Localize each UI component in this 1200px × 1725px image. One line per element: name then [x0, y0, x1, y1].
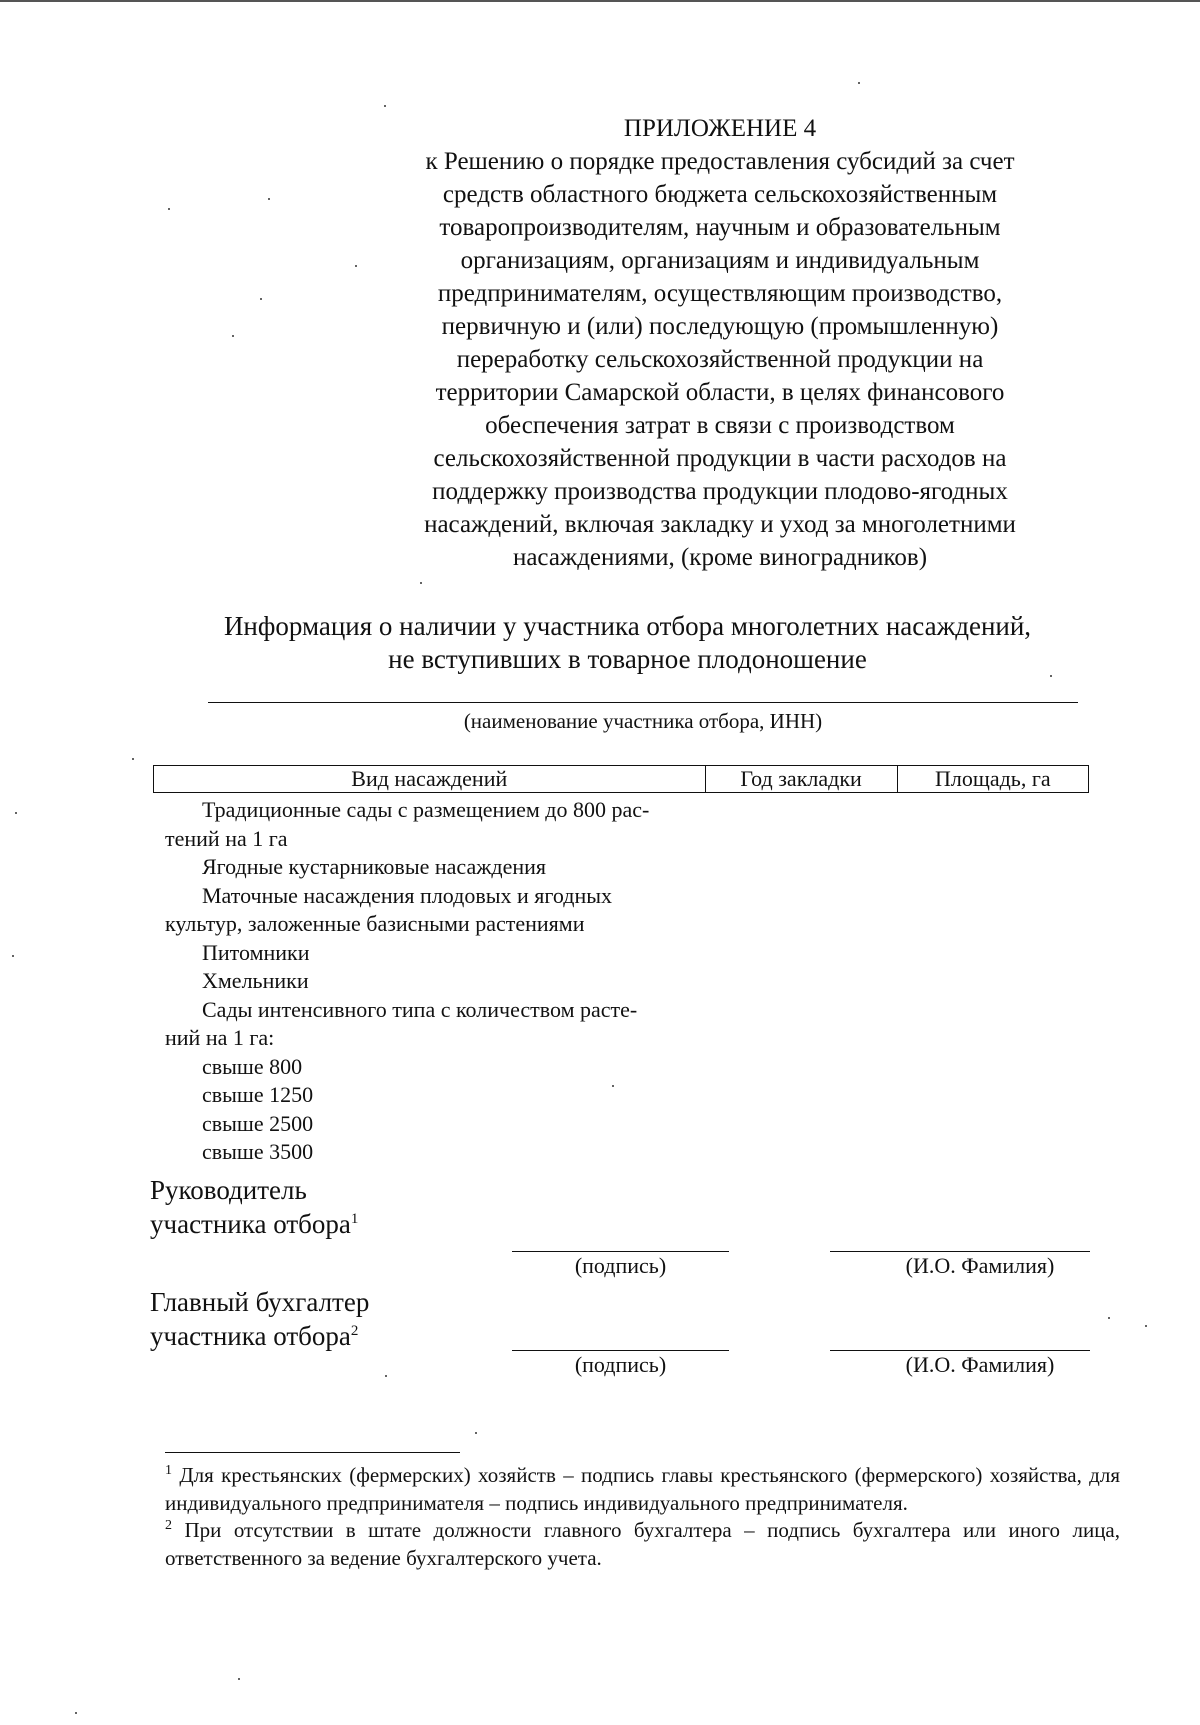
scan-speck — [268, 198, 270, 200]
accountant-signature-label — [150, 1285, 369, 1353]
table-row: Сады интенсивного типа с количеством расте- — [202, 996, 638, 1022]
scan-speck — [1145, 1325, 1147, 1327]
appendix-line: товаропроизводителям, научным и образовательным — [439, 214, 1001, 241]
plantings-table — [153, 765, 1089, 793]
table-row: Маточные насаждения плодовых и ягодных — [202, 882, 613, 908]
scan-speck — [232, 335, 234, 337]
footnote-2 — [165, 1517, 1120, 1572]
appendix-header — [375, 112, 1065, 574]
head-signature-label — [150, 1173, 358, 1241]
scan-speck — [260, 298, 262, 300]
footnote-1 — [165, 1462, 1120, 1517]
appendix-line: насаждениями, (кроме виноградников) — [512, 544, 928, 571]
head-signature-caption: (подпись) — [574, 1253, 667, 1278]
appendix-line: к Решению о порядке предоставления субсидий за счет — [425, 148, 1015, 175]
accountant-subtitle-text: участника отбора — [150, 1321, 351, 1351]
head-subtitle — [150, 1207, 358, 1241]
footnote-text: При отсутствии в штате должности главного бухгалтера – подпись бухгалтера или иного лица, ответственного за ведение бухгалтерского учета. — [165, 1518, 1121, 1570]
scan-speck — [475, 1432, 477, 1434]
scan-speck — [1108, 1317, 1110, 1319]
appendix-line: насаждений, включая закладку и уход за многолетними — [424, 511, 1016, 538]
appendix-title: ПРИЛОЖЕНИЕ 4 — [623, 115, 817, 142]
appendix-line: территории Самарской области, в целях финансового — [435, 379, 1005, 406]
accountant-name-caption: (И.О. Фамилия) — [905, 1352, 1055, 1377]
scan-speck — [385, 1375, 387, 1377]
table-row: ний на 1 га: — [165, 1025, 275, 1050]
footnote-text: Для крестьянских (фермерских) хозяйств – подпись главы крестьянского (фермерского) хозяйства, для индивидуального предпринимателя – подпись индивидуального предпринимателя. — [165, 1463, 1121, 1515]
accountant-signature-caption: (подпись) — [574, 1352, 667, 1377]
column-header-type: Вид насаждений — [154, 766, 706, 793]
table-row: свыше 800 — [202, 1053, 303, 1079]
table-row: Ягодные кустарниковые насаждения — [202, 854, 547, 879]
appendix-line: предпринимателям, осуществляющим производство, — [437, 280, 1003, 307]
document-title-line: не вступивших в товарное плодоношение — [388, 644, 867, 674]
table-row: свыше 2500 — [202, 1110, 314, 1136]
scan-speck — [75, 1712, 77, 1714]
accountant-title: Главный бухгалтер — [150, 1287, 370, 1317]
appendix-line: организациям, организациям и индивидуальным — [460, 247, 980, 274]
accountant-subtitle — [150, 1319, 369, 1353]
table-row: культур, заложенные базисными растениями — [165, 911, 585, 936]
appendix-line: средств областного бюджета сельскохозяйственным — [442, 181, 998, 208]
table-row: Хмельники — [202, 968, 309, 993]
footnote-separator — [165, 1452, 460, 1453]
document-title — [160, 610, 1095, 676]
participant-name-caption: (наименование участника отбора, ИНН) — [463, 709, 823, 733]
plantings-list — [165, 796, 710, 1167]
scan-speck — [384, 105, 386, 107]
footnote-ref: 1 — [350, 1211, 359, 1227]
table-row: свыше 3500 — [202, 1139, 314, 1164]
footnote-mark: 2 — [165, 1518, 172, 1533]
table-row: Традиционные сады с размещением до 800 рас- — [202, 797, 650, 822]
column-header-year: Год закладки — [705, 766, 897, 793]
appendix-line: первичную и (или) последующую (промышленную) — [441, 313, 999, 340]
scan-speck — [238, 1678, 240, 1680]
appendix-line: сельскохозяйственной продукции в части расходов на — [433, 445, 1007, 472]
table-row: тений на 1 га — [165, 825, 288, 851]
scan-speck — [355, 265, 357, 267]
scan-speck — [420, 582, 422, 584]
footnote-ref: 2 — [350, 1323, 359, 1339]
scan-speck — [612, 1085, 614, 1087]
table-row: свыше 1250 — [202, 1082, 314, 1107]
column-header-area: Площадь, га — [897, 766, 1088, 793]
appendix-line: обеспечения затрат в связи с производством — [485, 412, 955, 439]
appendix-line: поддержку производства продукции плодово-ягодных — [432, 478, 1008, 505]
scan-speck — [858, 82, 860, 84]
appendix-line: переработку сельскохозяйственной продукции на — [456, 346, 984, 373]
footnote-mark: 1 — [165, 1463, 172, 1478]
table-header-row — [154, 766, 1089, 793]
head-subtitle-text: участника отбора — [150, 1209, 351, 1239]
footnotes — [165, 1462, 1120, 1572]
document-title-line: Информация о наличии у участника отбора многолетних насаждений, — [223, 611, 1032, 641]
participant-name-blank[interactable] — [208, 702, 1078, 703]
scan-speck — [12, 955, 14, 957]
scan-speck — [15, 812, 17, 814]
scan-speck — [168, 208, 170, 210]
table-row: Питомники — [202, 939, 310, 965]
head-title: Руководитель — [150, 1175, 307, 1205]
scan-top-edge — [0, 0, 1200, 2]
scan-speck — [1050, 675, 1052, 677]
head-name-caption: (И.О. Фамилия) — [905, 1253, 1055, 1278]
scan-speck — [132, 758, 134, 760]
